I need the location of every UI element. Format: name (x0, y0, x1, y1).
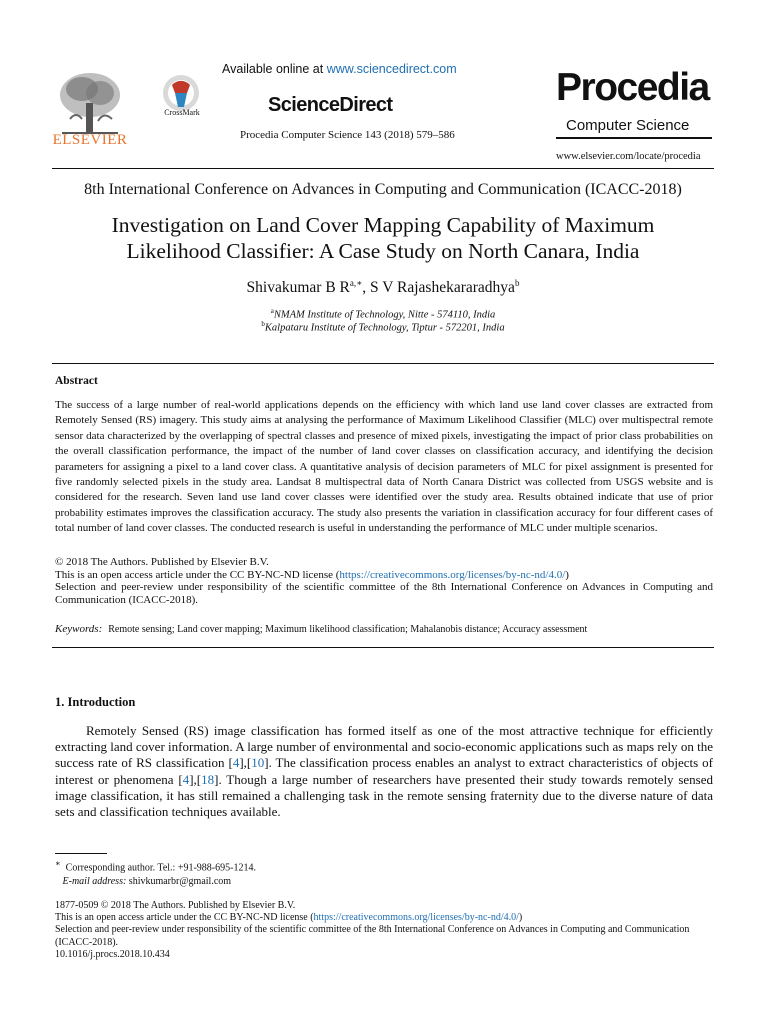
footnote-star: ∗ (55, 859, 61, 868)
citation-4[interactable]: 4 (232, 755, 240, 771)
affiliation-b-text: Kalpataru Institute of Technology, Tiptur - 572201, India (264, 322, 505, 334)
license-suffix: ) (565, 568, 569, 581)
journal-reference: Procedia Computer Science 143 (2018) 579–586 (240, 129, 455, 141)
affiliation-b (52, 320, 714, 334)
title-line-1: Investigation on Land Cover Mapping Capability of Maximum (111, 213, 655, 237)
doi[interactable]: 10.1016/j.procs.2018.10.434 (55, 948, 170, 960)
author-1-sup: a,∗ (349, 278, 363, 288)
footnote-divider (55, 853, 107, 854)
procedia-divider (556, 137, 712, 139)
citation-18[interactable]: 18 (201, 771, 215, 787)
introduction-paragraph: Remotely Sensed (RS) image classification has formed itself as one of the most attractive technique for efficiently extracting land cover information. A large number of environmental and socio-economic applications such as maps rely on the success rate of RS classification [4],[10]. The classification process enables an analyst to extract characteristics of objects of interest or phenomena [4],[18]. Though a large number of researchers have presented their study towards remotely sensed image classification, it has still remained a challenging task in the remote sensing fraternity due to the diverse nature of data sets and classification techniques available. (55, 723, 713, 820)
affiliation-a-sup: a (270, 307, 274, 315)
journal-url[interactable]: www.elsevier.com/locate/procedia (556, 151, 701, 162)
procedia-wordmark: Procedia (556, 66, 709, 109)
affiliation-a-text: NMAM Institute of Technology, Nitte - 574110, India (273, 309, 496, 321)
bottom-block (55, 900, 713, 961)
email-line (55, 875, 713, 889)
abstract-text: The success of a large number of real-world applications depends on the efficiency with which land use land cover classes are extracted from Remotely Sensed (RS) imagery. This study aims at analysing the performance of Maximum Likelihood Classifier (MLC) over multispectral remote sensor data characterized by the overlapping of spectral classes and presence of mixed pixels, investigating the impact of prior class probabilities on the overall classification performance, the impact of the number of land cover classes on classification accuracy, and identifying the decision parameters for assigning a pixel to a land cover class. A quantitative analysis of decision parameters of MLC for pixel assignment is presented for five randomly selected pixels in the study area. Landsat 8 multispectral data of North Canara District was collected from USGS website and is considered for the research. Seven land use land cover classes were identified over the study area. Results obtained indicate that use of prior probability estimates improves the classification accuracy. The study also presents the variation in classification accuracy for four different cases of total number of land cover classes. The conducted research is useful in understanding the performance of MLC under multiple scenarios. (55, 399, 713, 535)
footnote (55, 857, 713, 889)
intro-part-3: . Though a large number of researchers have presented their study towards remotely sensed image classification, it has still remained a challenging task in the remote sensing fraternity due to the diverse nature of data sets and classification techniques available. (55, 771, 713, 820)
authors (52, 278, 714, 297)
intro-part-2: . The classification process enables an analyst to extract characteristics of objects of interest or phenomena (55, 755, 713, 787)
copyright-block (55, 556, 713, 606)
procedia-subtitle: Computer Science (566, 117, 690, 134)
author-2: S V Rajashekararadhya (370, 279, 515, 297)
license-line (55, 569, 713, 582)
author-1: Shivakumar B R (246, 279, 350, 297)
email-label: E-mail address: (62, 876, 127, 888)
author-separator: , (362, 279, 371, 297)
bottom-peer-review: Selection and peer-review under responsibility of the scientific committee of the 8th International Conference on Advances in Computing and Communication (ICACC-2018). (55, 924, 690, 948)
abstract-top-divider (52, 363, 714, 364)
conference-name: 8th International Conference on Advances in Computing and Communication (ICACC-2018) (84, 181, 682, 198)
article-title (52, 212, 714, 264)
title-line-2: Likelihood Classifier: A Case Study on North Canara, India (126, 239, 640, 263)
bottom-license-line (55, 912, 713, 924)
license-link[interactable]: https://creativecommons.org/licenses/by-nc-nd/4.0/ (339, 568, 566, 581)
copyright-line: © 2018 The Authors. Published by Elsevier B.V. (55, 556, 269, 568)
peer-review-line: Selection and peer-review under responsibility of the scientific committee of the 8th International Conference on Advances in Computing and Communication (ICACC-2018). (55, 581, 713, 606)
corresponding-text: Corresponding author. Tel.: +91-988-695-1214. (65, 862, 256, 874)
author-2-sup: b (514, 278, 520, 288)
bottom-license-suffix: ) (518, 912, 523, 924)
sciencedirect-wordmark: ScienceDirect (268, 94, 393, 116)
bottom-license-prefix: This is an open access article under the CC BY-NC-ND license ( (55, 912, 314, 924)
sciencedirect-link[interactable]: www.sciencedirect.com (326, 62, 457, 76)
header-divider (52, 168, 714, 169)
license-prefix: This is an open access article under the CC BY-NC-ND license ( (55, 568, 340, 581)
abstract-bottom-divider (52, 647, 714, 648)
citation-4b[interactable]: 4 (182, 771, 190, 787)
intro-part-1: Remotely Sensed (RS) image classification has formed itself as one of the most attractive technique for efficiently extracting land cover information. A large number of environmental and socio-economic applications such as maps rely on the success rate of RS classification (55, 723, 713, 771)
elsevier-wordmark: ELSEVIER (52, 132, 128, 148)
affiliation-b-sup: b (261, 320, 265, 328)
abstract-heading: Abstract (55, 375, 98, 387)
bottom-license-link[interactable]: https://creativecommons.org/licenses/by-nc-nd/4.0/ (313, 912, 519, 924)
section-heading-introduction: 1. Introduction (55, 695, 136, 709)
issn-line: 1877-0509 © 2018 The Authors. Published by Elsevier B.V. (55, 900, 296, 911)
keywords-label: Keywords: (55, 623, 103, 635)
affiliation-a (52, 307, 714, 321)
available-online (222, 62, 457, 76)
corresponding-author (55, 857, 713, 875)
keywords (55, 623, 713, 635)
crossmark-label: CrossMark (164, 108, 200, 117)
keywords-list: Remote sensing; Land cover mapping; Maximum likelihood classification; Mahalanobis distance; Accuracy assessment (108, 624, 588, 635)
email-address[interactable]: shivkumarbr@gmail.com (128, 876, 232, 888)
citation-10[interactable]: 10 (251, 755, 265, 771)
available-prefix: Available online at (222, 62, 327, 76)
